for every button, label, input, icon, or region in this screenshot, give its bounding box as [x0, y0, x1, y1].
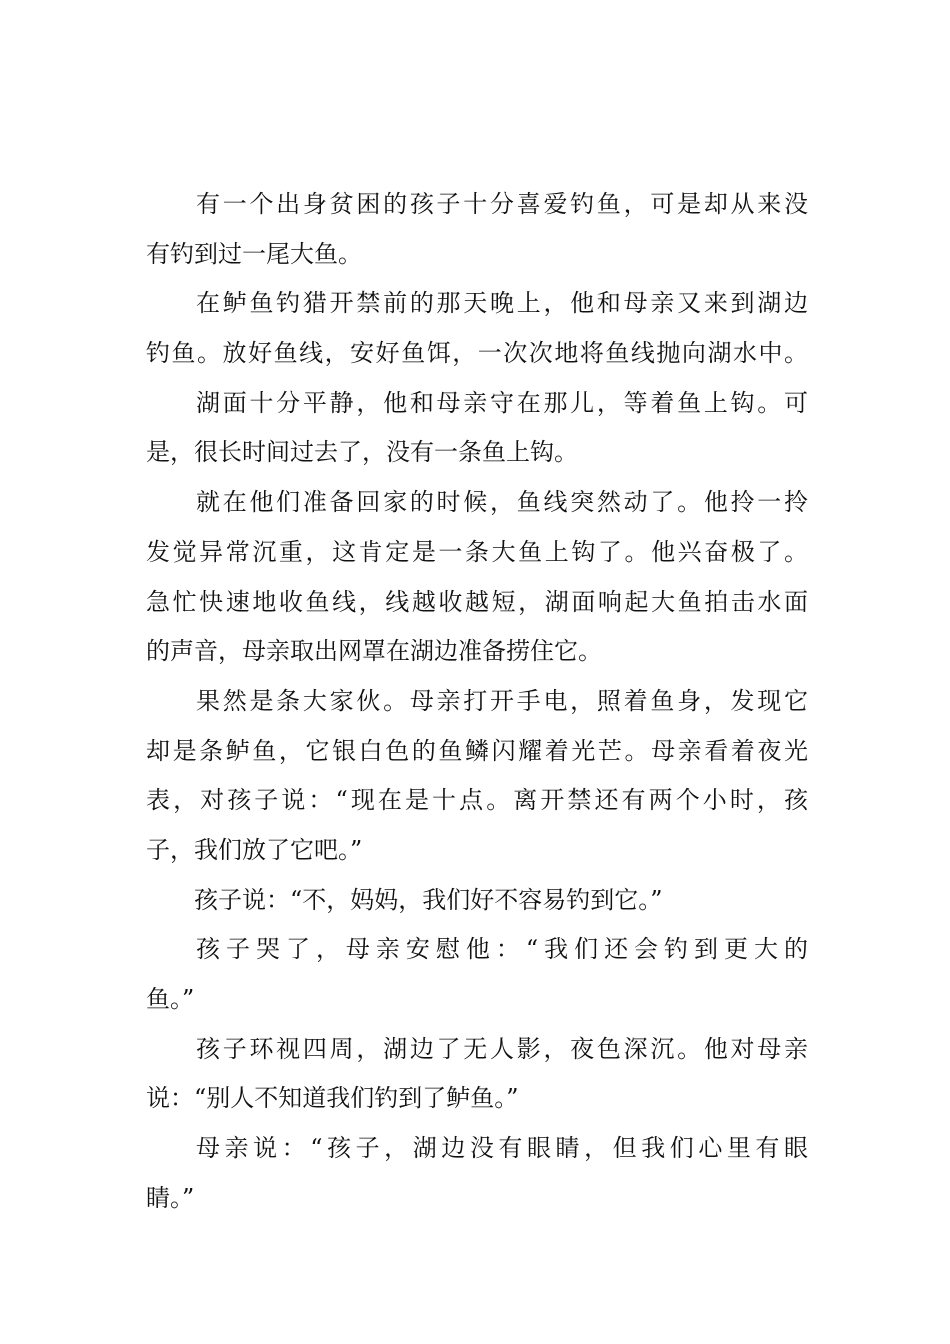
paragraph-line: 是，很长时间过去了，没有一条鱼上钩。 [146, 438, 578, 467]
paragraph-line: 母亲说：“孩子，湖边没有眼睛，但我们心里有眼 [196, 1134, 808, 1163]
paragraph-line: 发觉异常沉重，这肯定是一条大鱼上钩了。他兴奋极了。 [146, 537, 808, 566]
paragraph-line: 孩子环视四周，湖边了无人影，夜色深沉。他对母亲 [196, 1034, 808, 1063]
paragraph-line: 却是条鲈鱼，它银白色的鱼鳞闪耀着光芒。母亲看着夜光 [146, 736, 808, 765]
paragraph-line: 有一个出身贫困的孩子十分喜爱钓鱼，可是却从来没 [196, 190, 808, 218]
paragraph-line: 果然是条大家伙。母亲打开手电，照着鱼身，发现它 [196, 686, 808, 715]
story-text [146, 180, 808, 1223]
paragraph-line: 子，我们放了它吧。” [146, 835, 363, 864]
paragraph-line: 就在他们准备回家的时候，鱼线突然动了。他拎一拎 [196, 488, 808, 517]
paragraph-line: 钓鱼。放好鱼线，安好鱼饵，一次次地将鱼线抛向湖水中。 [146, 339, 808, 368]
paragraph-line: 表，对孩子说：“现在是十点。离开禁还有两个小时，孩 [146, 786, 808, 815]
paragraph-line: 在鲈鱼钓猎开禁前的那天晚上，他和母亲又来到湖边 [196, 289, 808, 318]
paragraph-line: 有钓到过一尾大鱼。 [146, 239, 362, 268]
paragraph-line: 的声音，母亲取出网罩在湖边准备捞住它。 [146, 637, 602, 666]
paragraph-line: 睛。” [146, 1183, 195, 1212]
paragraph-line: 孩子说：“不，妈妈，我们好不容易钓到它。” [194, 885, 663, 914]
paragraph-line: 湖面十分平静，他和母亲守在那儿，等着鱼上钩。可 [196, 388, 808, 417]
paragraph-line: 孩子哭了，母亲安慰他：“我们还会钓到更大的 [196, 935, 808, 964]
paragraph-line: 急忙快速地收鱼线，线越收越短，湖面响起大鱼拍击水面 [146, 587, 808, 616]
paragraph-line: 鱼。” [146, 985, 195, 1013]
paragraph-line: 说：“别人不知道我们钓到了鲈鱼。” [146, 1084, 519, 1113]
